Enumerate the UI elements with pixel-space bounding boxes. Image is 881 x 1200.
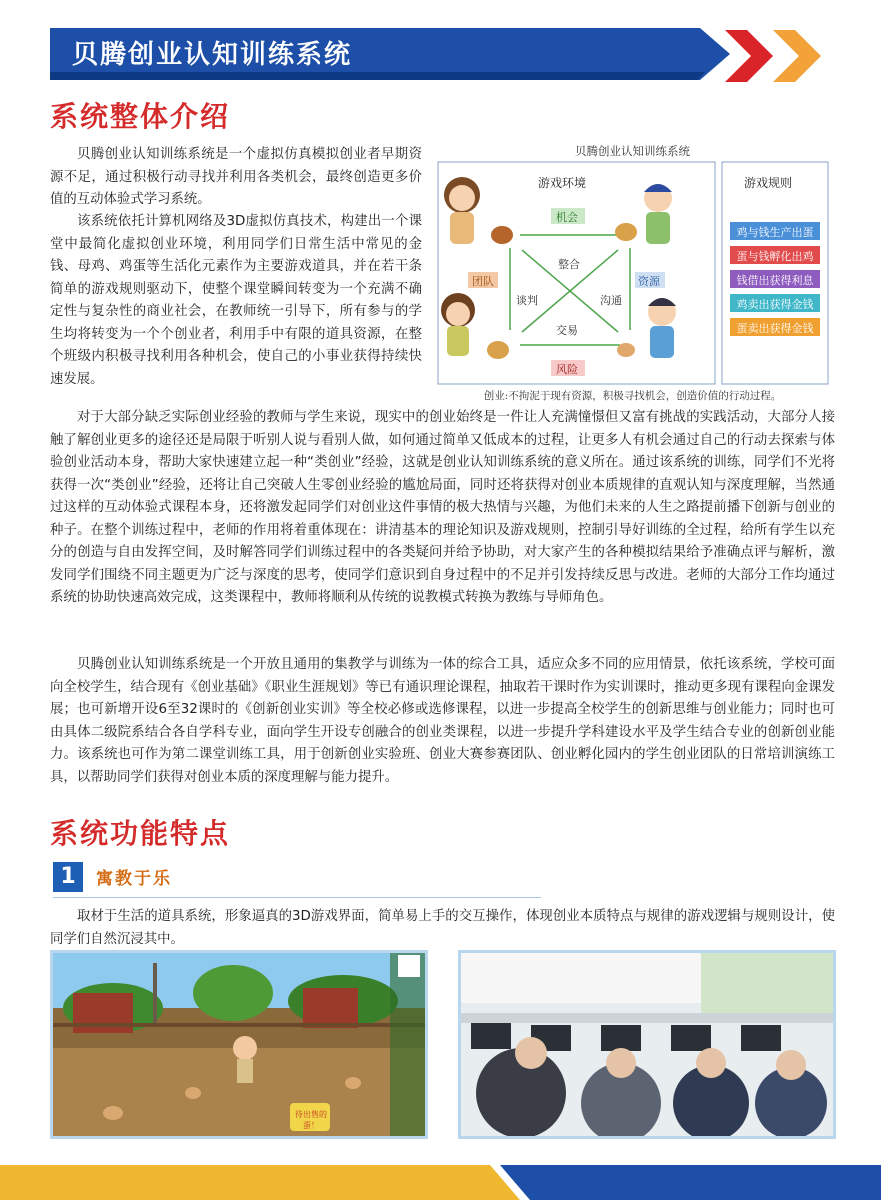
hen-icon <box>491 226 513 244</box>
feature-description: 取材于生活的道具系统，形象逼真的3D游戏界面，简单易上手的交互操作，体现创业本质特点与规律的游戏逻辑与规则设计，使同学们自然沉浸其中。 <box>50 909 835 947</box>
egg-icon <box>617 343 635 357</box>
tag-negotiate: 谈判 <box>516 294 538 307</box>
feature-title: 寓教于乐 <box>96 869 172 889</box>
intro-paragraph-2: 该系统依托计算机网络及3D虚拟仿真技术，构建出一个课堂中最简化虚拟创业环境，利用同学们日常生活中常见的金钱、母鸡、鸡蛋等生活化元素作为主要游戏道具，并在若干条简单的游戏规则驱动下，使整个课堂瞬间转变为一个充满不确定性与复杂性的商业社会，在教师统一引导下，所有参与的学生均将转变为一个个创业者，利用手中有限的道具资源，在整个班级内积极寻找利用各种机会，使自己的小事业获得持续快速发展。 <box>50 214 422 387</box>
game-diagram <box>430 140 835 405</box>
rule-1: 鸡与钱生产出蛋 <box>736 226 814 239</box>
game-screenshot-image <box>50 950 428 1139</box>
figure-caption: 创业:不拘泥于现有资源，积极寻找机会，创造价值的行动过程。 <box>483 390 782 402</box>
tag-trade: 交易 <box>556 324 578 337</box>
rule-2: 蛋与钱孵化出鸡 <box>736 250 814 263</box>
rule-5: 蛋卖出获得金钱 <box>736 322 814 335</box>
rule-4: 鸡卖出获得金钱 <box>736 298 814 311</box>
tag-resource: 资源 <box>638 275 660 288</box>
figure-title: 贝腾创业认知训练系统 <box>575 144 690 158</box>
tag-communicate: 沟通 <box>600 294 622 307</box>
chevron-decoration-icon <box>725 30 835 82</box>
game-badge: 待出售的蛋！ <box>295 1110 327 1130</box>
tag-risk: 风险 <box>556 363 578 376</box>
classroom-photo-image <box>458 950 836 1139</box>
intro-paragraph-3: 对于大部分缺乏实际创业经验的教师与学生来说，现实中的创业始终是一件让人充满憧憬但又富有挑战的实践活动，大部分人接触了解创业更多的途径还是局限于听别人说与看别人做，如何通过简单又低成本的过程，让更多人有机会通过自己的行动去探索与体验创业活动本身，帮助大家快速建立起一种“类创业”经验，这就是创业认知训练系统的意义所在。通过该系统的训练，同学们不光将获得一次“类创业”经验，还将让自己突破人生零创业经验的尴尬局面，同时还将获得对创业本质规律的直观认知与深度理解，当然通过这样的互动体验式课程本身，还将激发起同学们对创业这件事情的极大热情与兴趣，为他们未来的人生之路提前播下创新与创业的种子。在整个训练过程中，老师的作用将着重体现在：讲清基本的理论知识及游戏规则，控制引导好训练的全过程，给所有学生以充分的创造与自由发挥空间，及时解答同学们训练过程中的各类疑问并给予协助，对大家产生的各种模拟结果给予准确点评与解析，激发同学们围绕不同主题更为广泛与深度的思考，使同学们意识到自身过程中的不足并引发持续反思与改进。老师的大部分工作均通过系统的协助快速高效完成，这类课程中，教师将顺利从传统的说教模式转换为教练与导师角色。 <box>50 410 835 605</box>
divider <box>53 897 541 898</box>
boy-glasses-character-icon <box>648 298 676 358</box>
rule-3: 钱借出获得利息 <box>736 274 814 287</box>
intro-paragraph-1: 贝腾创业认知训练系统是一个虚拟仿真模拟创业者早期资源不足，通过积极行动寻找并利用各类机会，最终创造更多价值的互动体验式学习系统。 <box>50 147 422 207</box>
intro-heading: 系统整体介绍 <box>50 100 231 133</box>
boy-character-icon <box>644 184 672 244</box>
tag-integrate: 整合 <box>558 258 580 271</box>
feature-number: 1 <box>53 862 83 892</box>
features-heading: 系统功能特点 <box>50 817 231 850</box>
tag-opportunity: 机会 <box>556 211 578 224</box>
money-bag-icon <box>615 223 637 241</box>
figure-env-label: 游戏环境 <box>538 176 587 190</box>
money-bag-2-icon <box>487 341 509 359</box>
tag-team: 团队 <box>472 275 494 288</box>
intro-paragraph-4: 贝腾创业认知训练系统是一个开放且通用的集教学与训练为一体的综合工具，适应众多不同的应用情景，依托该系统，学校可面向全校学生，结合现有《创业基础》《职业生涯规划》等已有通识理论课程，抽取若干课时作为实训课时，推动更多现有课程向金课发展；也可新增开设6至32课时的《创新创业实训》等全校必修或选修课程，以进一步提高全校学生的创新思维与创业能力；同时也可由具体二级院系结合各自学科专业，面向学生开设专创融合的创业类课程，以进一步提升学科建设水平及学生结合专业的创新创业能力。该系统也可作为第二课堂训练工具，用于创新创业实验班、创业大赛参赛团队、创业孵化园内的学生创业团队的日常培训演练工具，以帮助同学们获得对创业本质的深度理解与能力提升。 <box>50 657 835 785</box>
footer-bar <box>0 1165 881 1200</box>
page-title: 贝腾创业认知训练系统 <box>72 40 353 70</box>
figure-rules-label: 游戏规则 <box>744 176 793 190</box>
